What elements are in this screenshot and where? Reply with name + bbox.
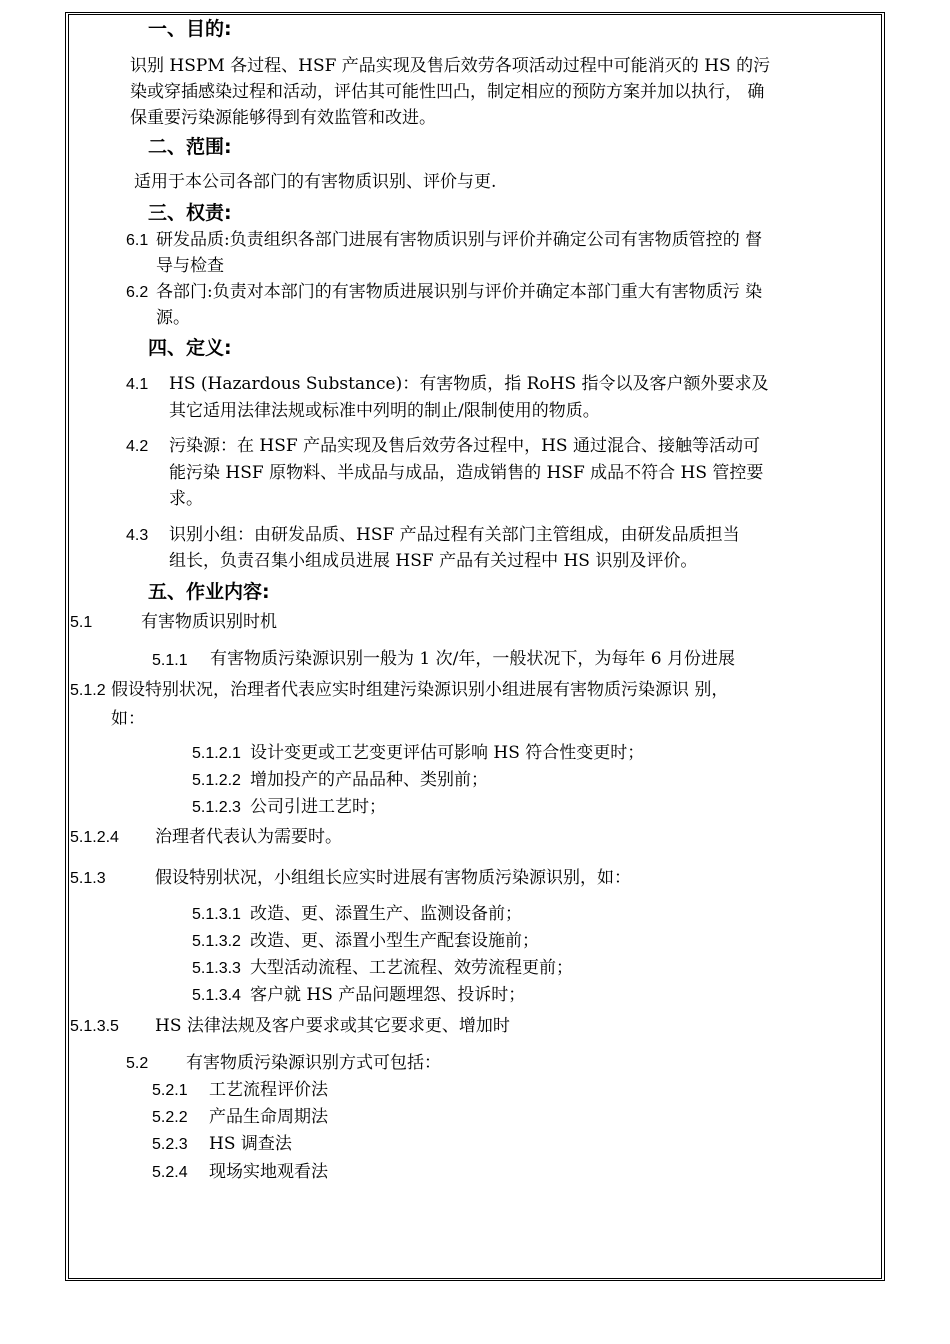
item-5-2-2-text: 产品生命周期法 bbox=[209, 1107, 328, 1127]
item-5-1-3-4-text: 客户就 HS 产品问题埋怨、投诉时； bbox=[250, 985, 526, 1005]
def-4-1-line-1: HS (Hazardous Substance)：有害物质，指 RoHS 指令以及客户额外要求及 bbox=[169, 374, 769, 394]
item-5-1-3-5-number: 5.1.3.5 bbox=[70, 1018, 119, 1035]
item-5-1-text: 有害物质识别时机 bbox=[141, 612, 277, 632]
item-5-1-2-2-number: 5.1.2.2 bbox=[192, 772, 241, 789]
def-4-1-line-2: 其它适用法律法规或标准中列明的制止/限制使用的物质。 bbox=[169, 401, 600, 421]
def-4-3-line-2: 组长，负责召集小组成员进展 HSF 产品有关过程中 HS 识别及评价。 bbox=[169, 551, 698, 571]
item-6-2-number: 6.2 bbox=[126, 284, 149, 301]
item-6-2-line-2: 源。 bbox=[156, 308, 190, 328]
def-4-3-line-1: 识别小组：由研发品质、HSF 产品过程有关部门主管组成，由研发品质担当 bbox=[169, 525, 740, 545]
def-4-2-line-3: 求。 bbox=[169, 489, 203, 509]
def-4-3-number: 4.3 bbox=[126, 527, 149, 544]
def-4-2-line-1: 污染源：在 HSF 产品实现及售后效劳各过程中，HS 通过混合、接触等活动可 bbox=[169, 436, 760, 456]
item-5-1-2-4-text: 治理者代表认为需要时。 bbox=[155, 827, 342, 847]
item-6-2-line-1: 各部门:负责对本部门的有害物质进展识别与评价并确定本部门重大有害物质污 染 bbox=[156, 282, 763, 302]
item-5-1-3-1-text: 改造、更、添置生产、监测设备前； bbox=[250, 904, 522, 924]
section-5-heading: 五、作业内容: bbox=[148, 581, 270, 603]
section-4-heading: 四、定义: bbox=[148, 337, 232, 359]
item-5-1-3-1-number: 5.1.3.1 bbox=[192, 906, 241, 923]
item-5-1-2-1-text: 设计变更或工艺变更评估可影响 HS 符合性变更时； bbox=[250, 743, 645, 763]
item-5-1-3-2-text: 改造、更、添置小型生产配套设施前； bbox=[250, 931, 539, 951]
section-2-line: 适用于本公司各部门的有害物质识别、评价与更. bbox=[134, 172, 497, 192]
item-5-1-2-line-1: 假设特别状况，治理者代表应实时组建污染源识别小组进展有害物质污染源识 别， bbox=[111, 680, 729, 700]
item-5-2-3-number: 5.2.3 bbox=[152, 1136, 188, 1153]
item-5-1-1-text: 有害物质污染源识别一般为 1 次/年，一般状况下，为每年 6 月份进展 bbox=[210, 649, 735, 669]
item-5-1-3-5-text: HS 法律法规及客户要求或其它要求更、增加时 bbox=[155, 1016, 510, 1036]
item-5-1-2-2-text: 增加投产的产品品种、类别前； bbox=[250, 770, 488, 790]
section-1-line-1: 识别 HSPM 各过程、HSF 产品实现及售后效劳各项活动过程中可能消灭的 HS 的污 bbox=[130, 56, 771, 76]
def-4-1-number: 4.1 bbox=[126, 376, 149, 393]
item-6-1-line-2: 导与检查 bbox=[156, 256, 224, 276]
section-2-heading: 二、范围: bbox=[148, 136, 232, 158]
item-5-1-1-number: 5.1.1 bbox=[152, 652, 188, 669]
section-3-heading: 三、权责: bbox=[148, 202, 232, 224]
item-5-1-3-4-number: 5.1.3.4 bbox=[192, 987, 241, 1004]
section-1-heading: 一、目的: bbox=[148, 18, 232, 40]
item-5-1-2-number: 5.1.2 bbox=[70, 682, 106, 699]
item-5-2-4-number: 5.2.4 bbox=[152, 1164, 188, 1181]
item-5-2-text: 有害物质污染源识别方式可包括： bbox=[186, 1053, 441, 1073]
def-4-2-line-2: 能污染 HSF 原物料、半成品与成品，造成销售的 HSF 成品不符合 HS 管控要 bbox=[169, 463, 764, 483]
def-4-2-number: 4.2 bbox=[126, 438, 149, 455]
item-5-1-2-4-number: 5.1.2.4 bbox=[70, 829, 119, 846]
item-5-1-2-3-number: 5.1.2.3 bbox=[192, 799, 241, 816]
item-5-2-4-text: 现场实地观看法 bbox=[209, 1162, 328, 1182]
item-5-1-2-3-text: 公司引进工艺时； bbox=[250, 797, 386, 817]
item-5-1-3-text: 假设特别状况，小组组长应实时进展有害物质污染源识别，如： bbox=[155, 868, 631, 888]
item-5-1-3-3-number: 5.1.3.3 bbox=[192, 960, 241, 977]
item-5-1-3-3-text: 大型活动流程、工艺流程、效劳流程更前； bbox=[250, 958, 573, 978]
item-5-1-2-1-number: 5.1.2.1 bbox=[192, 745, 241, 762]
item-5-1-2-line-2: 如： bbox=[111, 709, 145, 729]
item-5-1-3-number: 5.1.3 bbox=[70, 870, 106, 887]
item-5-1-number: 5.1 bbox=[70, 614, 93, 631]
item-5-2-number: 5.2 bbox=[126, 1055, 149, 1072]
item-5-2-1-number: 5.2.1 bbox=[152, 1082, 188, 1099]
item-5-2-3-text: HS 调查法 bbox=[209, 1134, 292, 1154]
item-6-1-line-1: 研发品质:负责组织各部门进展有害物质识别与评价并确定公司有害物质管控的 督 bbox=[156, 230, 763, 250]
section-1-line-2: 染或穿插感染过程和活动，评估其可能性凹凸，制定相应的预防方案并加以执行， 确 bbox=[130, 82, 765, 102]
section-1-line-3: 保重要污染源能够得到有效监管和改进。 bbox=[130, 108, 436, 128]
item-5-1-3-2-number: 5.1.3.2 bbox=[192, 933, 241, 950]
item-5-2-2-number: 5.2.2 bbox=[152, 1109, 188, 1126]
item-5-2-1-text: 工艺流程评价法 bbox=[209, 1080, 328, 1100]
item-6-1-number: 6.1 bbox=[126, 232, 149, 249]
